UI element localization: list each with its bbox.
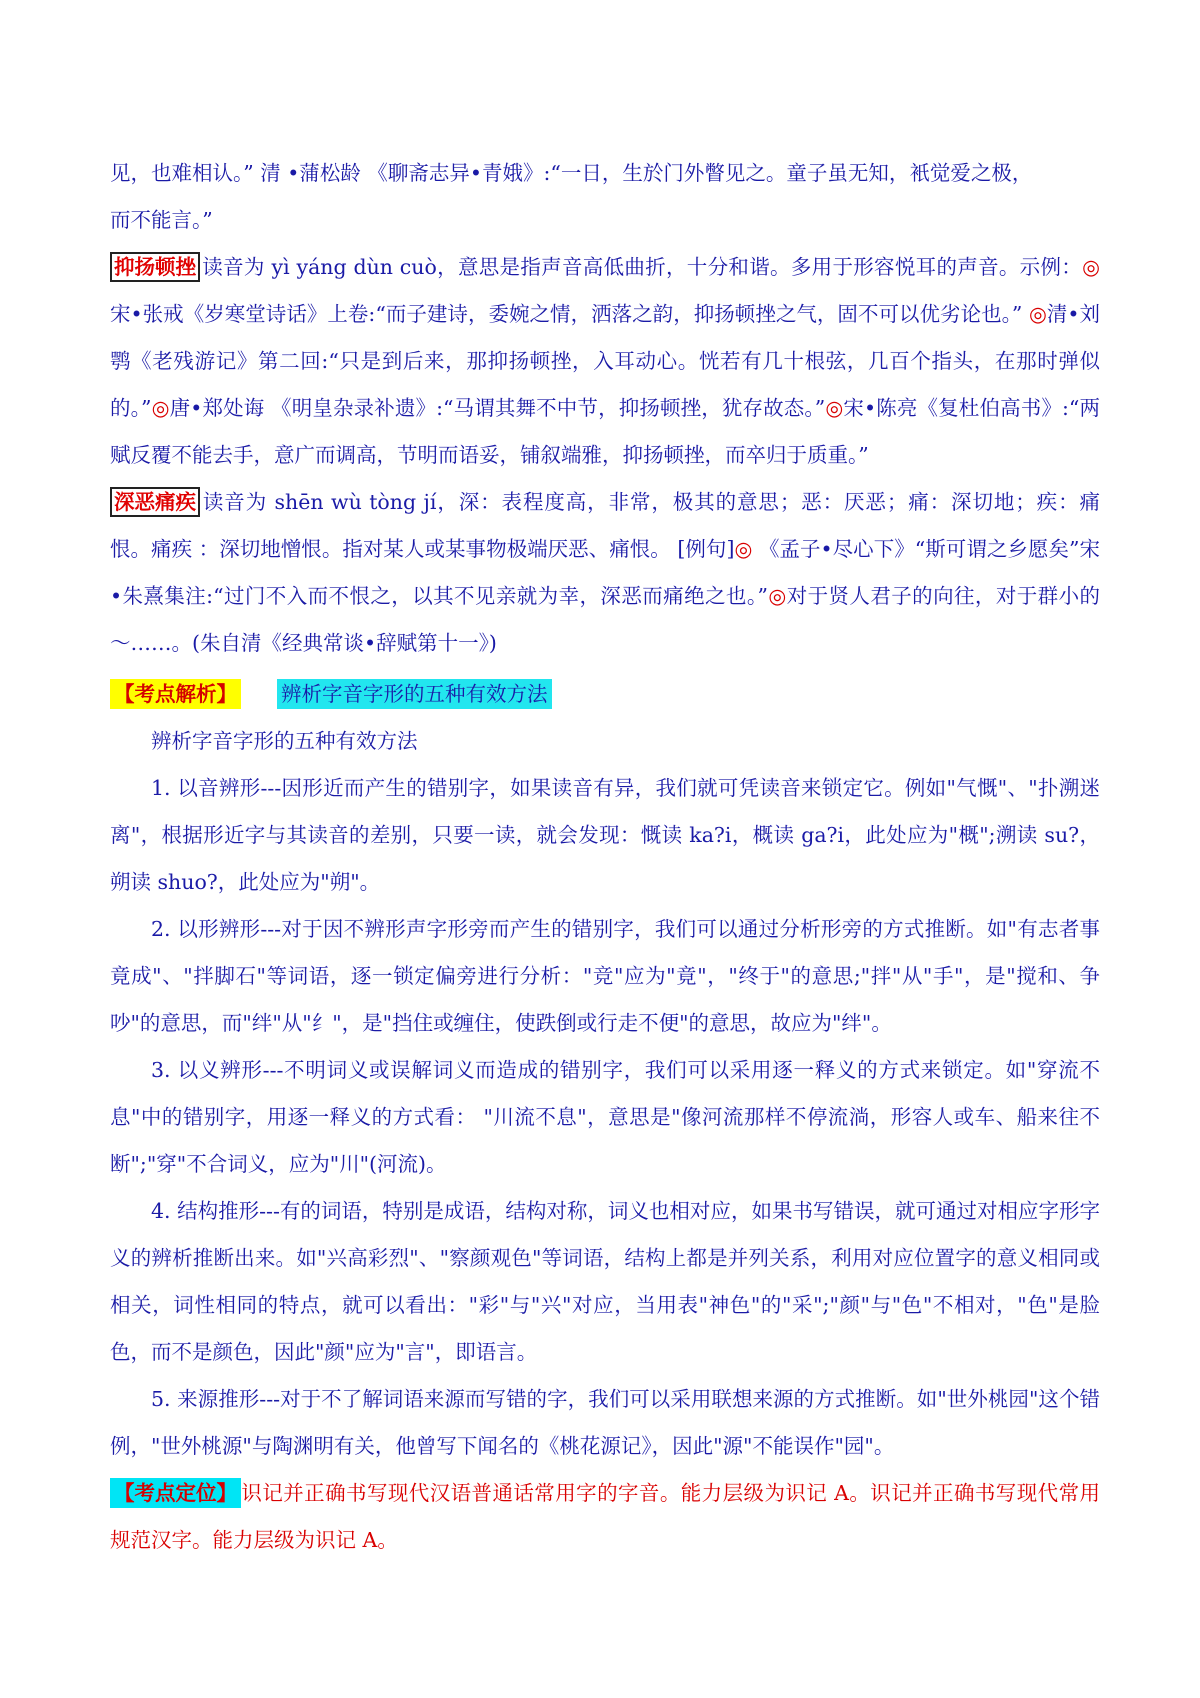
method-item: 3. 以义辨形---不明词义或误解词义而造成的错别字，我们可以采用逐一释义的方式来锁定。如"穿流不息"中的错别字，用逐一释义的方式看： "川流不息"，意思是"像河流那样不停流淌，形容人或车、船来往不断";"穿"不合词义，应为"川"(河流)。 bbox=[110, 1058, 1100, 1176]
example-mark: ◎ bbox=[767, 584, 787, 608]
positioning-tag: 【考点定位】 bbox=[110, 1478, 241, 1508]
entry-text-4: 唐•郑处诲 《明皇杂录补遗》:“马谓其舞不中节，抑扬顿挫，犹存故态。” bbox=[169, 396, 826, 420]
entry-text-3: 清•刘鹗《老残游记》第二回:“只是到后来，那抑扬顿挫，入耳动心。恍若有几十根弦，几百个指头，在那时弹似的。” bbox=[110, 302, 1101, 420]
analysis-subtitle: 辨析字音字形的五种有效方法 bbox=[151, 729, 418, 753]
intro-paragraph bbox=[110, 150, 1100, 244]
analysis-title: 辨析字音字形的五种有效方法 bbox=[277, 679, 552, 709]
example-mark: ◎ bbox=[151, 396, 170, 420]
method-item: 4. 结构推形---有的词语，特别是成语，结构对称，词义也相对应，如果书写错误，就可通过对相应字形字义的辨析推断出来。如"兴高彩烈"、"察颜观色"等词语，结构上都是并列关系，利用对应位置字的意义相同或相关，词性相同的特点，就可以看出："彩"与"兴"对应，当用表"神色"的"采";"颜"与"色"不相对，"色"是脸色，而不是颜色，因此"颜"应为"言"，即语言。 bbox=[110, 1199, 1100, 1364]
term-box: 深恶痛疾 bbox=[110, 487, 200, 517]
entry-text: 读音为 yì yáng dùn cuò，意思是指声音高低曲折，十分和谐。多用于形容悦耳的声音。示例： bbox=[202, 255, 1083, 279]
intro-line-1: 见，也难相认。” 清 •蒲松龄 《聊斋志异•青娥》:“一日，生於门外瞥见之。童子虽无知，衹觉爱之极， bbox=[110, 161, 1033, 185]
entry-shenwutongji bbox=[110, 479, 1100, 667]
method-item: 5. 来源推形---对于不了解词语来源而写错的字，我们可以采用联想来源的方式推断。如"世外桃园"这个错例，"世外桃源"与陶渊明有关，他曾写下闻名的《桃花源记》，因此"源"不能误作"园"。 bbox=[110, 1387, 1100, 1458]
intro-line-2: 而不能言。” bbox=[110, 208, 213, 232]
method-item: 2. 以形辨形---对于因不辨形声字形旁而产生的错别字，我们可以通过分析形旁的方式推断。如"有志者事竟成"、"拌脚石"等词语，逐一锁定偏旁进行分析："竞"应为"竟"，"终于"的意思;"拌"从"手"，是"搅和、争吵"的意思，而"绊"从"纟"，是"挡住或缠住，使跌倒或行走不便"的意思，故应为"绊"。 bbox=[110, 917, 1100, 1035]
entry-text-5: 宋•陈亮《复杜伯高书》:“两赋反覆不能去手，意广而调高，节明而语妥，铺叙端雅，抑扬顿挫，而卒归于质重。” bbox=[110, 396, 1100, 467]
term-box: 抑扬顿挫 bbox=[110, 252, 200, 282]
positioning-text: 识记并正确书写现代汉语普通话常用字的字音。能力层级为识记 A。识记并正确书写现代常用规范汉字。能力层级为识记 A。 bbox=[110, 1481, 1100, 1552]
analysis-header bbox=[110, 671, 1100, 718]
entry-text-2: 《孟子•尽心下》“斯可谓之乡愿矣”宋•朱熹集注:“过门不入而不恨之，以其不见亲就为幸，深恶而痛绝之也。” bbox=[110, 537, 1100, 608]
analysis-tag: 【考点解析】 bbox=[110, 679, 241, 709]
positioning-paragraph bbox=[110, 1470, 1100, 1564]
example-mark: ◎ bbox=[734, 537, 753, 561]
entry-text-3: 对于贤人君子的向往，对于群小的～……。(朱自清《经典常谈•辞赋第十一》) bbox=[110, 584, 1100, 655]
entry-text: 读音为 shēn wù tòng jí，深：表程度高，非常，极其的意思；恶：厌恶；痛：深切地；疾：痛恨。痛疾 ：深切地憎恨。指对某人或某事物极端厌恶、痛恨。 [例句] bbox=[110, 490, 1100, 561]
example-mark: ◎ bbox=[1028, 302, 1047, 326]
entry-yiyangdunchuo bbox=[110, 244, 1100, 479]
document-page bbox=[110, 150, 1100, 1564]
method-item: 1. 以音辨形---因形近而产生的错别字，如果读音有异，我们就可凭读音来锁定它。例如"气慨"、"扑溯迷离"，根据形近字与其读音的差别，只要一读，就会发现：慨读 ka?i，概读 ga?i，此处应为"概";溯读 su?，朔读 shuo?，此处应为"朔"。 bbox=[110, 776, 1100, 894]
example-mark: ◎ bbox=[1082, 255, 1100, 279]
entry-text-2: 宋•张戒《岁寒堂诗话》上卷:“而子建诗，委婉之情，洒落之韵，抑扬顿挫之气，固不可以优劣论也。” bbox=[110, 302, 1029, 326]
example-mark: ◎ bbox=[825, 396, 844, 420]
